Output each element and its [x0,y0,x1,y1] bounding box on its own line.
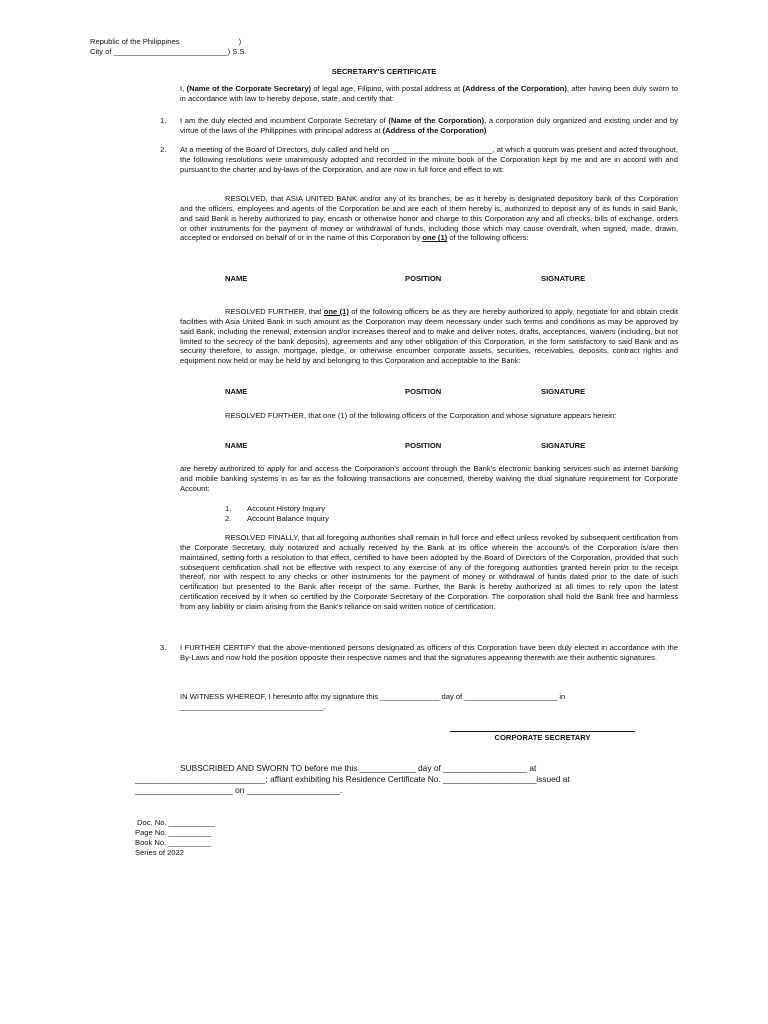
witness-line-1: IN WITNESS WHEREOF, I hereunto affix my signature this ______________ day of ______________________ in [180,692,566,701]
item-2 [160,145,678,185]
list-item-label: Account History Inquiry [247,504,326,513]
item-1-text-b: , a corporation duly organized and existing under and by virtue of the laws of the Philippines with principal address at [180,116,678,135]
column-signature: SIGNATURE [541,387,586,396]
corporation-name-placeholder: (Name of the Corporation) [388,116,485,125]
item-1-number: 1. [160,116,167,125]
list-item-number: 2. [225,513,232,523]
series-year: Series of 2022 [135,847,184,857]
item-3 [160,643,678,675]
officers-columns-1 [180,274,678,284]
intro-text-2: of legal age, Filipino, with postal address at [311,84,463,93]
column-name: NAME [225,387,248,396]
officers-columns-2 [180,387,678,397]
column-position: POSITION [405,441,442,450]
resolved-depository [180,194,678,243]
column-position: POSITION [405,274,442,283]
jurat-line-3: _____________________ on ____________________. [135,784,343,795]
doc-number: Doc. No. ___________ [137,818,216,827]
item-3-number: 3. [160,643,167,652]
authorized-paragraph: are hereby authorized to apply for and access the Corporation's account through the Bank's electronic banking services such as internet banking and mobile banking systems in as far as the following transactions are concerned, thereby waiving the dual signature requirement for Corporate Account: [180,464,678,493]
notarial-register [135,818,215,857]
column-name: NAME [225,274,248,283]
book-number: Book No. __________ [135,837,211,847]
jurat-line-1: SUBSCRIBED AND SWORN TO before me this ____________ day of __________________ at [180,763,537,773]
resolved-depository-count: one (1) [422,233,448,243]
signature-line [450,731,635,732]
column-position: POSITION [405,387,442,396]
signatory-title: CORPORATE SECRETARY [494,733,591,742]
resolved-credit [180,307,678,366]
item-2-text: At a meeting of the Board of Directors, duly called and held on ________________________, at which a quorum was present and acted throughout, the following resolutions were unanimously adopted and recorded in the minute book of the Corporation kept by me and are in accord with and pursuant to the charter and by-laws of the Corporation, and are now in full force and effect to wit: [180,145,678,174]
resolved-ebanking: RESOLVED FURTHER, that one (1) of the following officers of the Corporation and whose signature appears herein: [225,411,617,420]
officers-columns-3 [180,441,678,451]
item-1-text-a: I am the duly elected and incumbent Corporate Secretary of [180,116,389,125]
venue-header [90,37,350,57]
corporation-address-placeholder: (Address of the Corporation) [462,84,567,93]
column-signature: SIGNATURE [541,274,586,283]
list-item [225,504,329,514]
venue-line-republic: Republic of the Philippines ) [90,37,242,46]
item-1-text [180,116,678,136]
intro-paragraph [180,84,678,104]
transaction-list [225,504,329,524]
resolved-depository-text: RESOLVED, that ASIA UNITED BANK and/or any of its branches, be as it hereby is designated depository bank of this Corporation and the officers, employees and agents of the Corporation be and are each of them hereby is, authorized to deposit any of its funds in said Bank, and said Bank is hereby authorized to pay, encash or otherwise honor and charge to this Corporation any and all checks, bills of exchange, orders or other instruments for the payment of money or withdrawal of funds, including those which may cause overdraft, when signed, made, drawn, accepted or endorsed on behalf of or in the name of this Corporation by [180,194,678,243]
page-number: Page No. __________ [135,827,212,837]
witness-clause [180,692,678,712]
secretary-name-placeholder: (Name of the Corporate Secretary) [186,84,312,93]
intro-text-1: I, [180,84,187,93]
list-item-label: Account Balance Inquiry [247,513,329,523]
venue-line-city: City of ___________________________) S.S. [90,46,247,56]
resolved-credit-text-b: of the following officers be as they are hereby authorized to apply, negotiate for and obtain credit facilities with Asia United Bank in such amount as the Corporation may deem necessary under such terms and conditions as may be approved by said Bank, including the renewal, extension and/or increases thereof and to make and deliver notes, drafts, acceptances, waivers (including, but not limited to the secrecy of the bank deposits), agreements and any other obligation of this Corporation, in the form satisfactory to said Bank and as security therefore, to assign, mortgage, pledge, or otherwise encumber corporate assets, securities, receivables, deposits, contract rights and equipment now held or may be held by and belonging to this Corporation and acceptable to the Bank: [180,307,678,366]
column-name: NAME [225,441,248,450]
resolved-finally: RESOLVED FINALLY, that all foregoing authorities shall remain in full force and effect unless revoked by subsequent certification from the Corporate Secretary, duly notarized and actually received by the Bank at its office wherein the account/s of the Corporation is/are then maintained, setting forth a resolution to that effect, certified to have been adopted by the Board of Directors of the Corporation, provided that such subsequent certification shall not be effective with respect to any exercise of any of the foregoing authorities granted herein prior to the receipt thereof, nor with respect to any checks or other instruments for the payment of money or withdrawal of funds dated prior to the date of such certification but presented to the Bank after receipt of the same. Further, the Bank is hereby authorized at all times to rely upon the latest certification received by it when so certified by the Corporate Secretary of the Corporation. The corporation shall hold the Bank free and harmless from any liability or claim arising from the Bank's reliance on said written notice of certification. [180,533,678,612]
intro-text-3: , after having been duly sworn to in accordance with law to hereby depose, state, and certify that: [180,84,678,103]
item-2-number: 2. [160,145,167,154]
resolved-credit-count: one (1) [323,307,349,316]
jurat [135,763,695,796]
jurat-line-2: ____________________________; affiant exhibiting his Residence Certificate No. ____________________issued at [135,773,570,784]
column-signature: SIGNATURE [541,441,586,450]
item-3-text: I FURTHER CERTIFY that the above-mentioned persons designated as officers of this Corporation have been duly elected in accordance with the By-Laws and now hold the position opposite their respective names and that the signatures appearing therewith are their authentic signatures. [180,643,678,662]
corporation-address-placeholder-2: (Address of the Corporation) [382,125,487,135]
list-item-number: 1. [225,504,232,513]
item-1 [160,116,678,140]
witness-line-2: __________________________________. [180,701,326,711]
document-title: SECRETARY'S CERTIFICATE [331,67,437,76]
resolved-depository-tail: of the following officers: [447,233,529,243]
resolved-credit-text-a: RESOLVED FURTHER, that [225,307,324,316]
list-item [225,514,329,524]
